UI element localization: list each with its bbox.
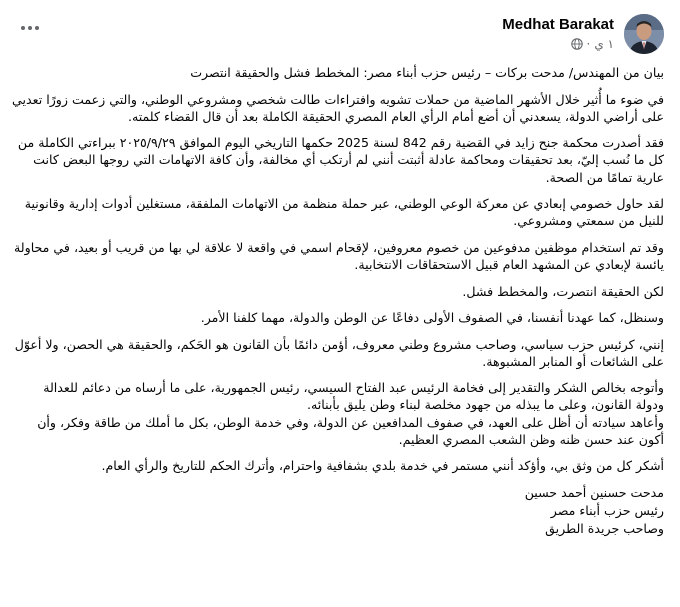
post-paragraph: أشكر كل من وثق بي، وأؤكد أنني مستمر في خدمة بلدي بشفافية واحترام، وأترك الحكم للتاريخ والرأي العام.: [101, 458, 664, 474]
post-paragraph: لكن الحقيقة انتصرت، والمخطط فشل.: [462, 283, 664, 299]
post-paragraph: وأتوجه بخالص الشكر والتقدير إلى فخامة الرئيس عبد الفتاح السيسي، رئيس الجمهورية، على ما أرساه من دعائم للعدالة ودولة القانون، وعلى ما يبذله من جهود مخلصة لبناء وطن يليق بأبنائه. وأعاهد سيادته أن أظل على العهد، في صفوف المدافعين عن الدولة، وفي خدمة الوطن، بكل ما أملك من طاقة وفكر، وأن أكون عند حسن ظنه وظن الشعب المصري العظيم.: [37, 380, 664, 447]
post-paragraph: في ضوء ما أُثير خلال الأشهر الماضية من حملات تشويه وافتراءات طالت شخصي ومشروعي الوطني، والتي زعمت زورًا تعديي على أراضي الدولة، يسعدني أن أضع أمام الرأي العام المصري الحقيقة الكاملة بعد أن قال القضاء كلمته.: [12, 91, 664, 124]
globe-icon: [571, 38, 583, 50]
post-paragraph: لقد حاول خصومي إبعادي عن معركة الوعي الوطني، عبر حملة منظمة من الاتهامات الملفقة، مستغلين أدوات إدارية وقانونية للنيل من سمعتي ومشروعي.: [24, 196, 664, 229]
post-body: [12, 64, 664, 538]
post-paragraph: وسنظل، كما عهدنا أنفسنا، في الصفوف الأولى دفاعًا عن الوطن والدولة، مهما كلفنا الأمر.: [200, 310, 664, 326]
signature-line: رئيس حزب أبناء مصر: [550, 502, 664, 518]
post-paragraph: فقد أصدرت محكمة جنح زايد في القضية رقم 842 لسنة 2025 حكمها التاريخي اليوم الموافق ٢٠٢٥/٩/٢٩ ببراءتي الكاملة من كل ما نُسب إليّ، بعد تحقيقات ومحاكمة عادلة أثبتت أنني لم أرتكب أي مخالفة، وأن كافة الاتهامات التي روجها البعض كانت عارية تمامًا من الصحة.: [17, 135, 664, 185]
post-timestamp[interactable]: ١ ي: [594, 37, 614, 51]
separator-dot: ·: [586, 37, 591, 51]
more-options-icon[interactable]: [16, 18, 44, 38]
signature: [12, 484, 664, 538]
post-paragraph: إنني، كرئيس حزب سياسي، وصاحب مشروع وطني معروف، أؤمن دائمًا بأن القانون هو الحَكم، والحقيقة هي الحصن، ولا أعوّل على الشائعات أو المنابر المشبوهة.: [14, 336, 664, 369]
post-meta: [571, 37, 615, 51]
post-paragraph: بيان من المهندس/ مدحت بركات – رئيس حزب أبناء مصر: المخطط فشل والحقيقة انتصرت: [190, 65, 664, 80]
post-header: [16, 14, 664, 58]
post-paragraph: وقد تم استخدام موظفين مدفوعين من خصوم معروفين، لإقحام اسمي في واقعة لا علاقة لي بها من قريب أو بعيد، في محاولة يائسة لإبعادي عن المشهد العام قبيل الاستحقاقات الانتخابية.: [14, 239, 664, 273]
author-name[interactable]: Medhat Barakat: [502, 16, 614, 33]
avatar[interactable]: [624, 14, 664, 54]
signature-line: مدحت حسنين أحمد حسين: [524, 484, 664, 500]
signature-line: وصاحب جريدة الطريق: [545, 520, 664, 536]
